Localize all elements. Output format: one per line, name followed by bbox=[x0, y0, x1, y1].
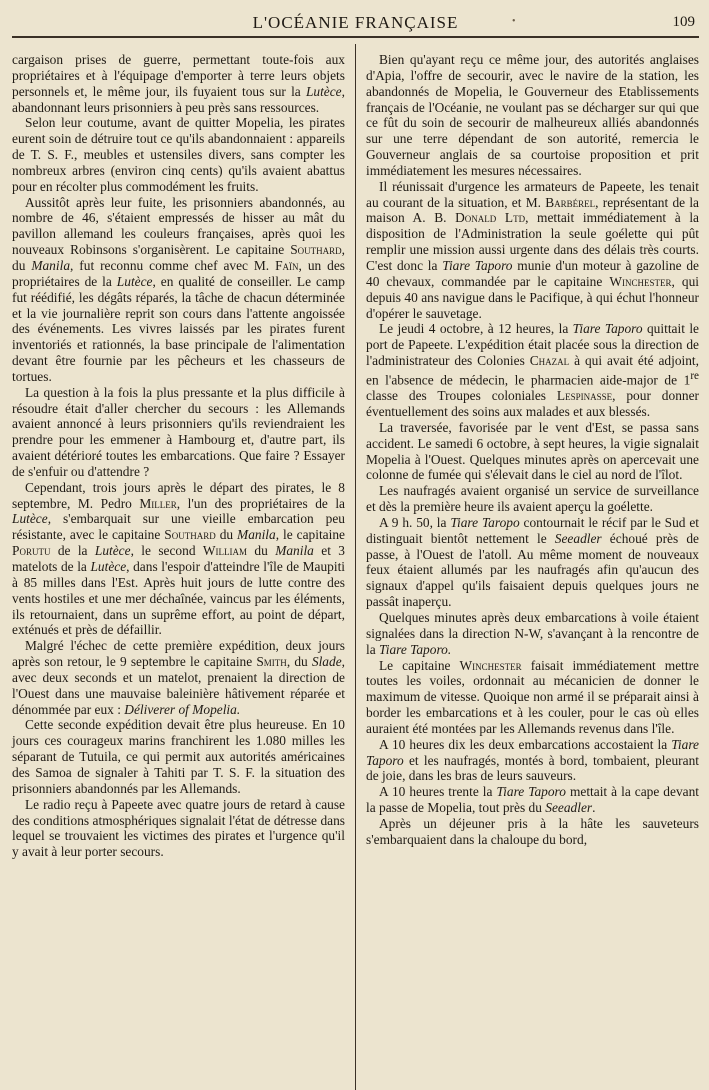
paragraph: A 10 heures dix les deux embarcations accostaient la Tiare Taporo et les naufragés, montés à bord, tombaient, pleurant de joie, dans les bras de leurs sauveurs. bbox=[366, 736, 699, 784]
paragraph: cargaison prises de guerre, permettant toute-fois aux propriétaires et à l'équipage d'emporter à terre leurs objets personnels et, le même jour, ils fuyaient tous sur la Lutèce, abandonnant leurs prisonniers à peu près sans ressources. bbox=[12, 52, 345, 115]
left-column bbox=[12, 52, 345, 1090]
paragraph: Après un déjeuner pris à la hâte les sauveteurs s'embarquaient dans la chaloupe du bord, bbox=[366, 815, 699, 847]
paragraph: Cependant, trois jours après le départ des pirates, le 8 septembre, M. Pedro Miller, l'un des propriétaires de la Lutèce, s'embarquait sur une vieille embarcation peu résistante, avec le capitaine Southard du Manila, le capitaine Porutu de la Lutèce, le second William du Manila et 3 matelots de la Lutèce, dans l'espoir d'atteindre l'île de Maupiti à 85 milles dans l'Est. Après huit jours de lutte contre des vents hostiles et une mer déchaînée, vaincus par les éléments, ils retournaient, dans un suprême effort, au point de départ, exténués et près de défaillir. bbox=[12, 479, 346, 638]
paragraph: Selon leur coutume, avant de quitter Mopelia, les pirates eurent soin de détruire tout ce qu'ils abandonnaient : appareils de T. S. F., meubles et ustensiles divers, sans compter les nombreux arbres (environ cinq cents) qu'ils avaient abattus pour en récolter plus commodément les fruits. bbox=[12, 115, 345, 194]
paragraph: Quelques minutes après deux embarcations à voile étaient signalées dans la direction N-W, s'avançant à la rencontre de la Tiare Taporo. bbox=[366, 610, 699, 657]
two-column-body bbox=[12, 52, 699, 1090]
paragraph: Il réunissait d'urgence les armateurs de Papeete, les tenait au courant de la situation, et M. Barbérel, représentant de la maison A. B. Donald Ltd, mettait immédiatement à la disposition de l'Administration la seule goélette qui pût remplir une mission aussi urgente dans des délais très courts. C'est donc la Tiare Taporo munie d'un moteur à gazoline de 40 chevaux, commandée par le capitaine Winchester, qui depuis 40 ans navigue dans le Pacifique, à qui échut l'honneur d'opérer le sauvetage. bbox=[366, 178, 699, 321]
page-number: 109 bbox=[672, 14, 695, 30]
paragraph: Le radio reçu à Papeete avec quatre jours de retard à cause des conditions atmosphériques signalait l'état de détresse dans lequel se trouvaient les victimes des pirates et l'urgence qu'il y avait à leur porter secours. bbox=[12, 796, 345, 860]
journal-title: L'OCÉANIE FRANÇAISE bbox=[252, 13, 459, 32]
paragraph: Cette seconde expédition devait être plus heureuse. En 10 jours ces courageux marins franchirent les 1.080 milles les séparant de Tutuila, ce qui permit aux autorités américaines des Samoa de signaler à Tahiti par T. S. F. la situation des prisonniers abandonnés par les Allemands. bbox=[12, 717, 345, 796]
paragraph: La question à la fois la plus pressante et la plus difficile à résoudre était d'aller chercher du secours : les Allemands avaient annoncé à leurs prisonniers qu'ils reviendraient les prendre pour les emmener à Hambourg et, d'autre part, ils avaient détérioré toutes les embarcations. Que faire ? Essayer de s'enfuir ou d'attendre ? bbox=[12, 384, 345, 479]
header-mark: • bbox=[512, 16, 516, 27]
paragraph: Malgré l'échec de cette première expédition, deux jours après son retour, le 9 septembre le capitaine Smith, du Slade, avec deux seconds et un matelot, prenaient la direction de l'Ouest dans une mauvaise baleinière hâtivement réparée et dénommée par eux : Déliverer of Mopelia. bbox=[12, 638, 345, 717]
paragraph: Le capitaine Winchester faisait immédiatement mettre toutes les voiles, ordonnait au mécanicien de donner le maximum de vitesse. Quoique non armé il se préparait ainsi à border les embarcations et à les couler, pour le cas où elles auraient été montées par les Allemands revenus dans l'île. bbox=[366, 657, 699, 736]
paragraph: A 10 heures trente la Tiare Taporo mettait à la cape devant la passe de Mopelia, tout près du Seeadler. bbox=[366, 784, 699, 816]
paragraph: Les naufragés avaient organisé un service de surveillance et dès la première heure ils avaient aperçu la goélette. bbox=[366, 483, 699, 515]
paragraph: Aussitôt après leur fuite, les prisonniers abandonnés, au nombre de 46, s'étaient empressés de hisser au mât du pavillon allemand les couleurs françaises, après quoi les nouveaux Robinsons s'organisèrent. Le capitaine Southard, du Manila, fut reconnu comme chef avec M. Faïn, un des propriétaires de la Lutèce, en qualité de conseiller. Le camp fut réédifié, les dégâts réparés, la tâche de chacun déterminée et la vie journalière reprit son cours dans l'attente angoissée des événements. Les vivres laissés par les pirates furent inventoriés et rationnés, la base principale de l'alimentation devant être fournie par les pêcheurs et les chasseurs de tortues. bbox=[12, 194, 345, 384]
column-divider bbox=[355, 44, 356, 1090]
paragraph: A 9 h. 50, la Tiare Taropo contournait le récif par le Sud et distinguait bientôt nettement le Seeadler échoué près de passe, à l'Ouest de l'atoll. Au même moment de nouveaux feux étaient allumés par les naufragés afin qu'aucun des signaux d'appel qu'ils faisaient depuis quelques jours ne passât inaperçu. bbox=[366, 514, 700, 610]
paragraph: La traversée, favorisée par le vent d'Est, se passa sans accident. Le samedi 6 octobre, à sept heures, la vigie signalait Mopelia à l'Ouest. Quelques minutes après on apercevait une colonne de fumée qui s'élevait dans le ciel au nord de l'îlot. bbox=[366, 419, 699, 483]
paragraph: Bien qu'ayant reçu ce même jour, des autorités anglaises d'Apia, l'offre de secourir, avec le navire de la station, les abandonnés de Mopelia, le Gouverneur des Etablissements français de l'Océanie, ne voulant pas se décharger sur qui que ce fût du soin de secourir de malheureux alliés abandonnés sur une terre dépendant de son autorité, remercia le Gouverneur anglais de sa courtoise proposition et prit immédiatement les mesures nécessaires. bbox=[366, 52, 699, 178]
paragraph: Le jeudi 4 octobre, à 12 heures, la Tiare Taporo quittait le port de Papeete. L'expédition était placée sous la direction de l'administrateur des Colonies Chazal à qui avait été adjoint, en l'absence de médecin, le pharmacien aide-major de 1re classe des Troupes coloniales Lespinasse, pour donner éventuellement des soins aux malades et aux blessés. bbox=[366, 321, 699, 420]
right-column bbox=[366, 52, 699, 1090]
running-header bbox=[12, 10, 699, 38]
